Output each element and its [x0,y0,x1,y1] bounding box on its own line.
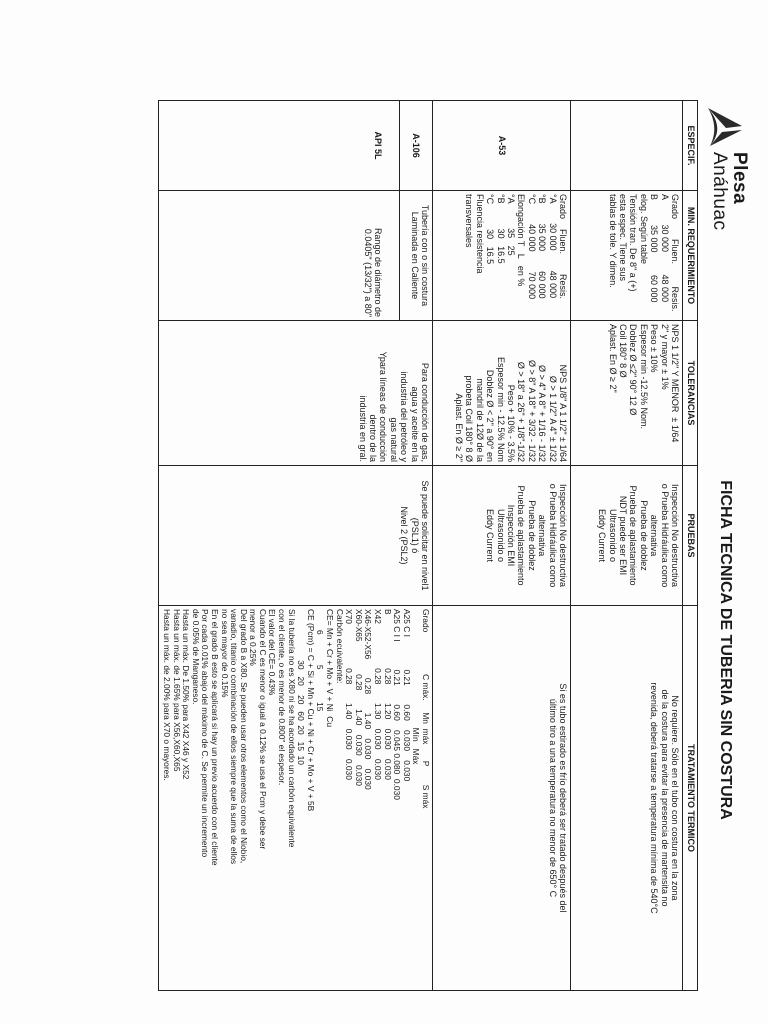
page-title: FICHA TECNICA DE TUBERIA SIN COSTURA [717,480,734,820]
cell-spec: A-106 [400,101,433,191]
header-tests: PRUEBAS [683,466,698,606]
cell-thermal: No requiere. Sólo en el tubo con costura en la zona de la costura para evitar la presencia de martensita no revenida, deberá tratarse a temperatura mínima de 540°C [571,606,683,991]
cell-tolerances: Para conducción de gas, agua y aceite en la industria del petróleo y gas natural Ypara líneas de conducción dentro de la industria en gral. [159,321,433,466]
plesa-anahuac-logo-icon [706,104,746,148]
header-thermal: TRATAMIENTO TERMICO [683,606,698,991]
brand-subname: Anáhuac [709,152,730,231]
cell-tolerances: NPS 1/8" A 1 1/2" ± 1/64 Ø > 1 1/2" A 4" ± 1/32 Ø > 4" A 8" + 1/16 - 1/32 Ø > 8" A 18" + 3/32 - 1/32 Ø > 18" a 26" + 1/8"-1/32 Peso + 10% - 3.5% Espesor min - 12.5% Nom Doblez Ø < 2" a 90° en mandril de 12Ø de la probeta Coil 180° 8 Ø Aplast. En Ø ≥ 2" [433,321,571,466]
cell-thermal: Si es tubo estirado es frío deberá ser tratado después del último tiro a una temperatura no menor de 650° C [433,606,571,991]
table-row [400,101,433,991]
cell-min-req: Rango de diámetro de 0.0405" (13/32") a 80" [159,191,400,321]
cell-min-req: Tubería con o sin costura Laminada en Caliente [400,191,433,321]
spec-table [158,100,698,991]
cell-spec [571,101,683,191]
cell-tests: Inspección No destructiva o Prueba Hidráulica como alternativa Prueba de doblez Prueba de aplastamiento NDT puede ser EMI Ultrasonido o Eddy Current [571,466,683,606]
cell-tests: Inspección No destructiva o Prueba Hidráulica como alternativa Prueba de doblez Prueba de aplastamiento Inspección EMI Ultrasonido o Eddy Current [433,466,571,606]
header-min-req: MIN. REQUERIMIENTO [683,191,698,321]
header-spec: ESPECIF. [683,101,698,191]
cell-spec: A-53 [433,101,571,191]
cell-min-req: Grado Fluen. Resis. A 30 000 48 000 B 35 000 60 000 elog. Según table Tensión tran. De 8" a (+) esta espec. Tiene sus tablas de tole. Y dimen. [571,191,683,321]
brand-logo [700,104,750,231]
cell-min-req: Grado Fluen. Resis. °A 30 000 48 000 °B 35 000 60 000 °C 40 000 70 000 Elongación T L en % °A 35 25 °B 30 16.5 °C 30 16.5 Fluencia resistencia transversales [433,191,571,321]
cell-tests: Se puede solicitar en nivel1 (PSL1) ó Nivel 2 (PSL2) [159,466,433,606]
table-row [433,101,571,991]
cell-spec: API 5L [159,101,400,191]
brand-name: Plesa [729,152,750,205]
cell-tolerances: NPS 1 1/2" Y MENOR ± 1/64 2" y mayor ± 1% Peso ± 10% Espesor min -12.5% Nom. Doblez Ø ≤2" 90° 12 Ø Coil 180° 8 Ø Aplast. En Ø ≥ 2" [571,321,683,466]
cell-thermal: Grado C máx. Mn máx P S máx Mín Máx A25 C I 0.21 0.60 0.030 0.030 A25 C I I 0.21 0.60 0.045 0.080 0.030 B 0.28 1.20 0.030 0.030 X42 0.28 1.30 0.030 0.030 X46-X52-X56 0.28 1.40 0.030 0.030 X60-X65 0.28 1.40 0.030 0.030 X70 0.28 1.40 0.030 0.030 Carbón ecuivalente: CE= Mn + Cr + Mo + V + Ni Cu 6 5 15 CE (Pcm) = C + Si + Mn + Cu + Ni + Cr + Mo + V + 5B 30 20 20 60 20 15 10 Si la tubería no es X80 ni se ha acordado un carbón equivalente con el cliente, o es menor de 0.800" el espesor. El valor del CE= 0.43% Cuando el C es menor o igual a 0.12% se usa el Pcm y debe ser menor a 0.25% Del grado B a X80. Se pueden usar otros elementos como el Niobio, vanadio, titanio o combinación de ellos siempre que la suma de ellos no sea mayor de 0.15% En el grado B esto se aplicará si hay un previo acuerdo con el cliente Por cada 0.01% abajo del máximo de C. Se permite un incremento de 0.05% de Manganeso. Hasta un máx. De 1.50% para X42 X46 y X52 Hasta un máx. de 1.65% para X56,X60,X65 Hasta un máx. de 2.00% para X70 o mayores. [159,606,433,991]
table-row [571,101,683,991]
header-tolerances: TOLERANCIAS [683,321,698,466]
table-header-row [683,101,698,991]
